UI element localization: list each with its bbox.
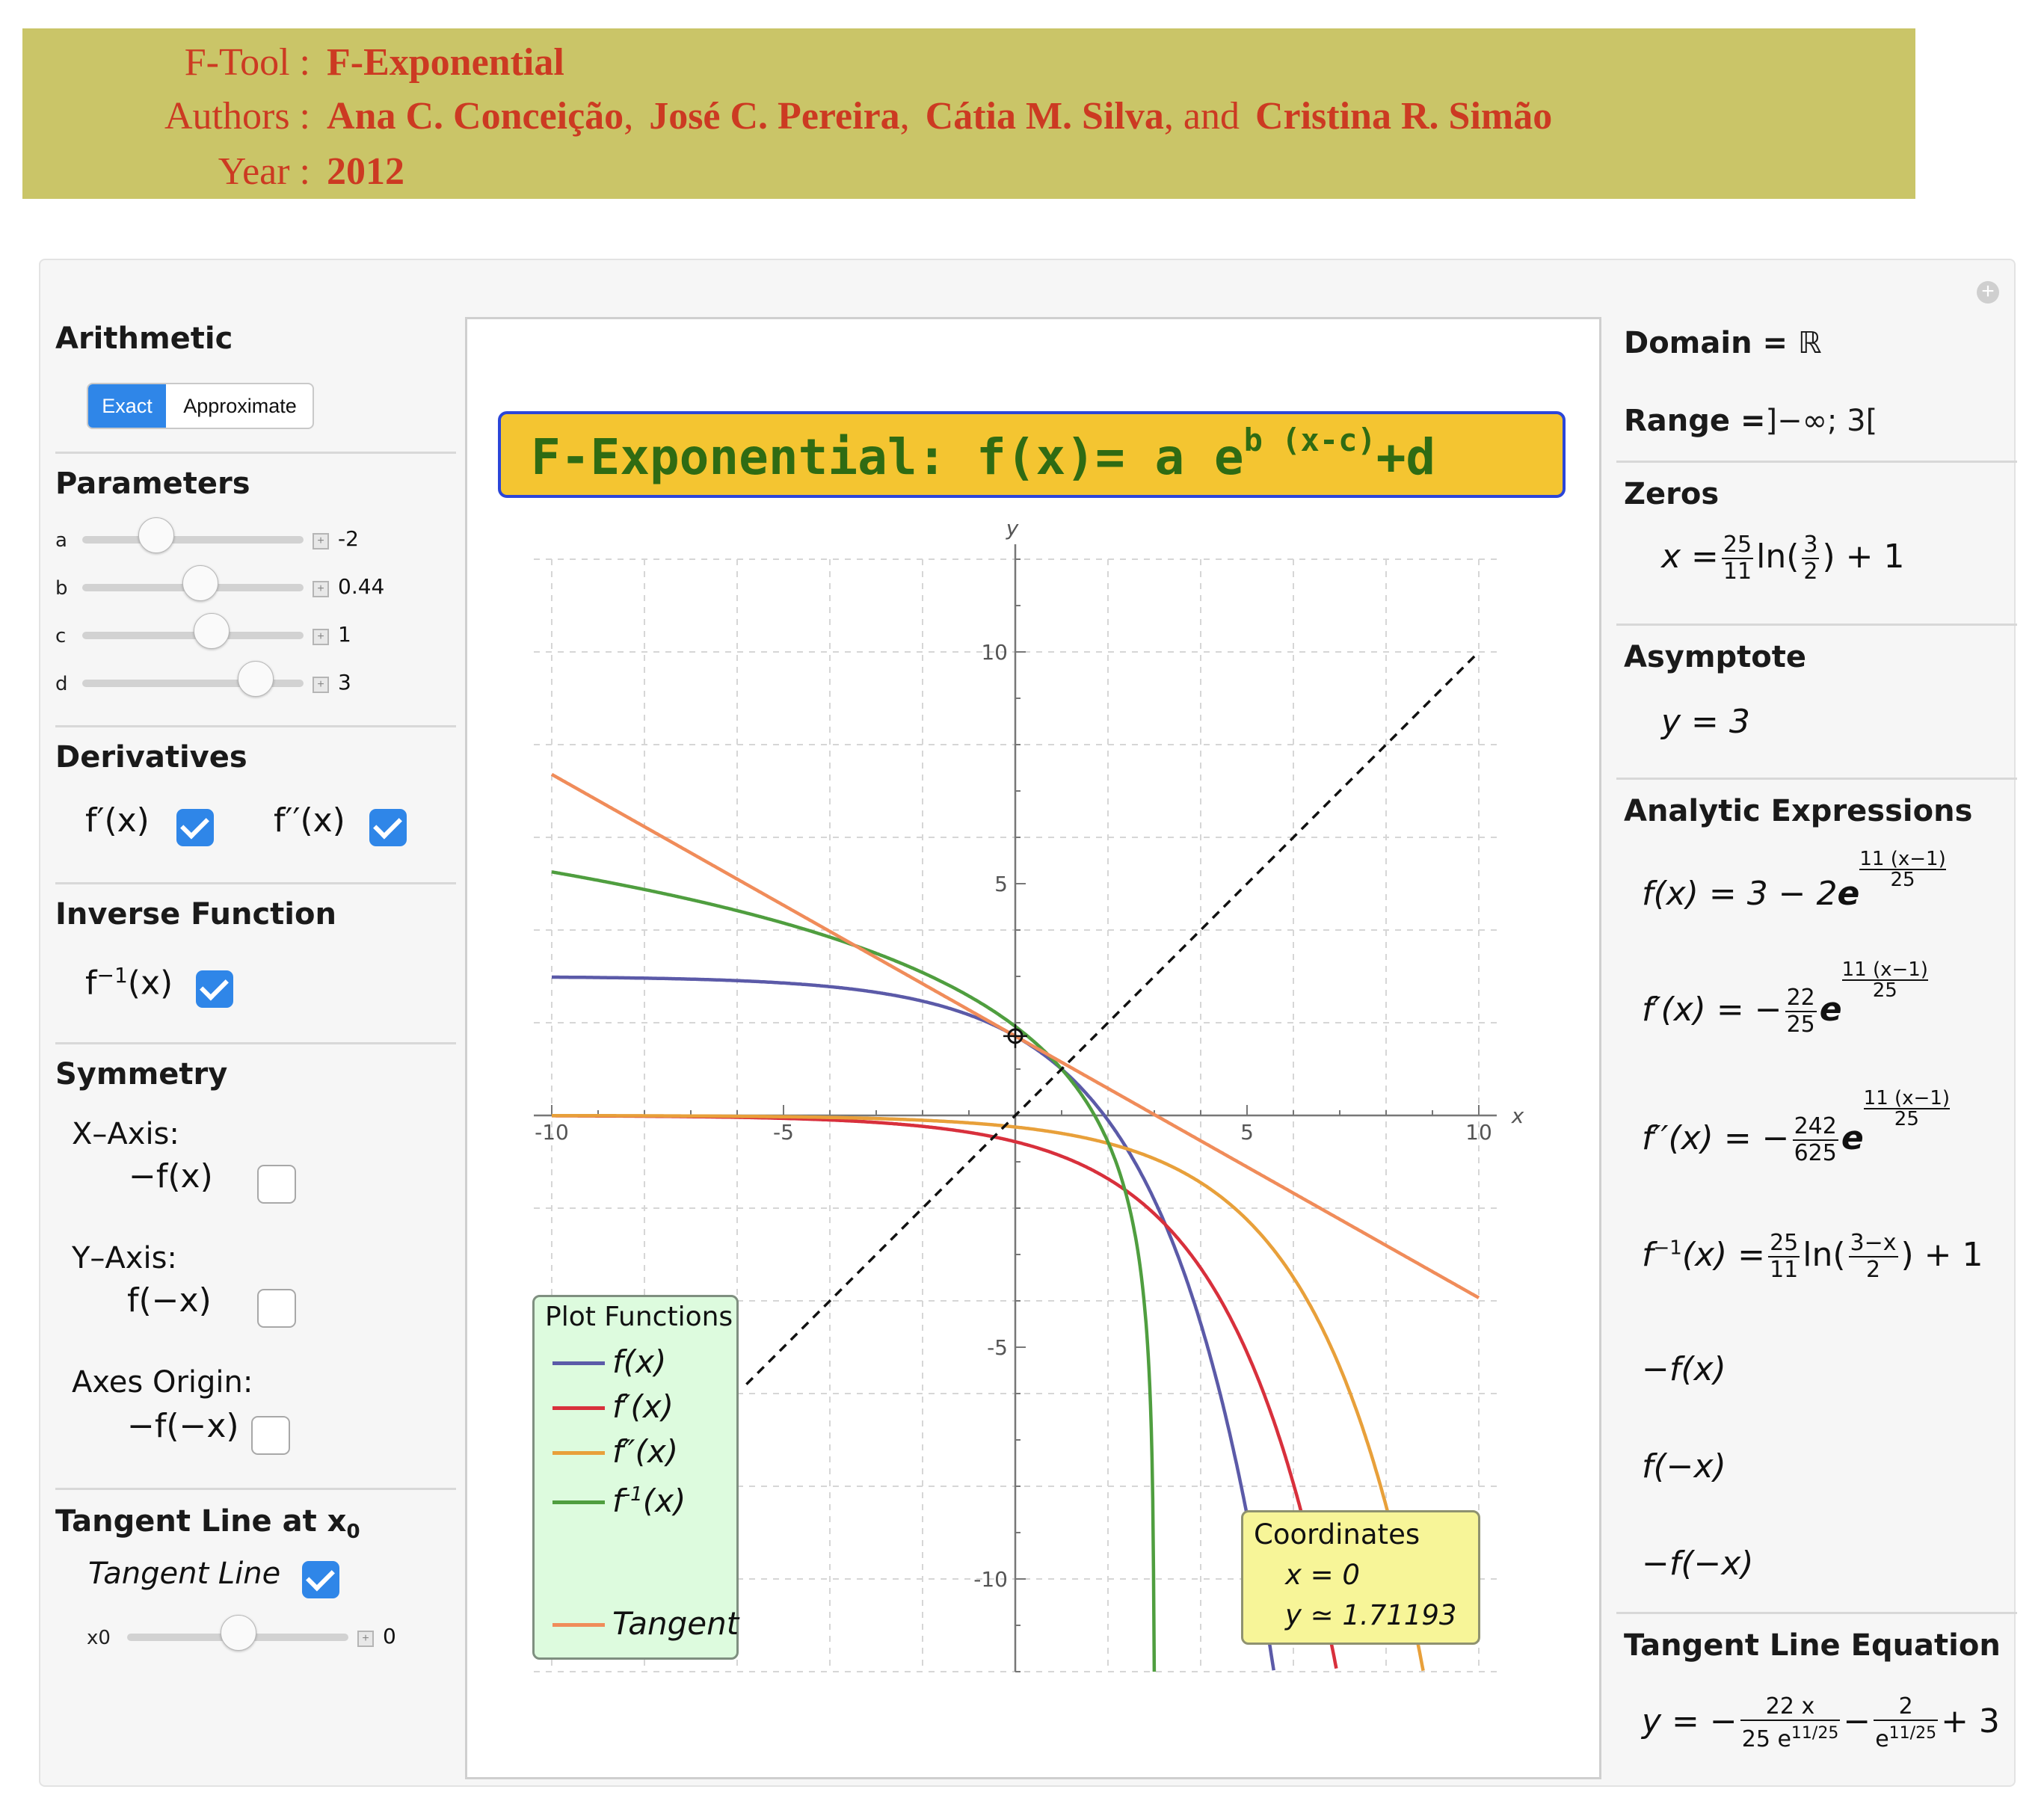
param-b-value: 0.44 [338,574,385,599]
legend-title: Plot Functions [545,1302,733,1332]
origin-checkbox[interactable] [251,1416,290,1455]
check-icon [306,1563,335,1592]
authors-label: Authors : [164,95,310,138]
coordinates-tooltip [1241,1510,1480,1645]
origin-label: Axes Origin: [72,1365,253,1400]
finv-expression: $f^{-1}(x)$ = $\frac{25}{11}$ ln( $\frac{3-x}{2}$ ) + 1 [1642,1230,1983,1283]
legend-swatch [552,1406,605,1410]
check-icon [180,810,209,840]
second-derivative-label: f′′(x) [274,801,345,840]
first-derivative-checkbox[interactable] [176,809,214,846]
param-c-label: c [55,625,67,647]
origin-expr: −f(−x) [127,1407,239,1445]
divider [1616,461,2017,463]
x0-value: 0 [383,1624,396,1648]
param-a-slider[interactable] [82,536,304,544]
param-d-value: 3 [338,670,351,695]
tangent-line-label: Tangent Line [88,1557,281,1591]
inverse-checkbox[interactable] [196,970,233,1008]
y-axis-label: Y–Axis: [72,1241,177,1275]
inverse-title: Inverse Function [55,897,336,932]
zeros-title: Zeros [1624,477,1720,511]
tool-value: F-Exponential [327,41,564,84]
author-sep-1: , [624,95,634,138]
divider [55,452,456,454]
param-d-slider-thumb[interactable] [238,661,274,697]
coordinates-x: x = 0 [1285,1559,1360,1591]
legend-label: f(x) [612,1343,667,1380]
sym-neg-f-neg-x-expression: −f(−x) [1642,1545,1754,1583]
param-b-label: b [55,577,68,600]
y-axis-checkbox[interactable] [257,1289,296,1328]
x-tick-label: 10 [1465,1120,1492,1145]
y-tick-label: -10 [973,1567,1008,1592]
tangent-title: Tangent Line at $x_0$ [55,1504,360,1543]
x-axis-label: X–Axis: [72,1117,179,1151]
tangent-equation-title: Tangent Line Equation [1624,1628,2001,1663]
x0-label: x0 [87,1627,111,1649]
param-c-slider[interactable] [82,632,304,639]
author-4: Cristina R. Simão [1255,95,1553,138]
zeros-expression: x = $\frac{25}{11}$ ln( $\frac{3}{2}$ ) + 1 [1661,532,1905,585]
arithmetic-title: Arithmetic [55,321,233,356]
coordinates-title: Coordinates [1254,1518,1420,1551]
param-a-expand-icon[interactable]: + [313,533,329,549]
authors-row [22,94,1552,138]
range-row: Range =]−∞; 3[ [1624,404,1878,438]
param-b-slider-thumb[interactable] [182,565,218,601]
tool-row [22,40,564,84]
param-a-value: -2 [338,526,359,551]
author-3: Cátia M. Silva [925,95,1164,138]
year-row [22,150,404,194]
coordinates-y: y ≃ 1.71193 [1285,1599,1457,1631]
x-tick-label: 5 [1240,1120,1254,1145]
symmetry-title: Symmetry [55,1057,228,1092]
legend-swatch [552,1361,605,1365]
y-axis-expr: f(−x) [127,1281,212,1320]
first-derivative-label: f′(x) [85,801,150,840]
check-icon [373,810,402,840]
divider [55,882,456,884]
x-axis-expr: −f(x) [129,1157,213,1195]
y-axis-label: y [1006,516,1019,541]
y-tick-label: -5 [987,1335,1008,1360]
author-sep-3: , and [1163,95,1240,138]
sym-f-neg-x-expression: f(−x) [1642,1447,1726,1486]
plot-legend [532,1295,739,1660]
x-axis-checkbox[interactable] [257,1165,296,1204]
y-tick-label: 5 [994,872,1008,896]
f-expression: f(x) = 3 − 2e $\frac{11 (x-1)}{25}$ [1642,848,1946,913]
param-c-value: 1 [338,622,351,647]
legend-label: f″(x) [612,1433,679,1470]
asymptote-title: Asymptote [1624,640,1807,674]
check-icon [200,972,229,1001]
param-a-label: a [55,529,67,552]
param-d-label: d [55,673,68,695]
sym-neg-f-expression: −f(x) [1642,1350,1726,1388]
x-tick-label: -5 [773,1120,794,1145]
arithmetic-toggle [87,383,314,429]
legend-label: f′(x) [612,1388,674,1425]
legend-swatch [552,1500,605,1504]
panel-options-button[interactable]: + [1977,281,1999,304]
x0-expand-icon[interactable]: + [357,1631,374,1647]
divider [55,1042,456,1044]
domain-row: Domain = ℝ [1624,326,1822,360]
divider [55,1488,456,1490]
analytic-title: Analytic Expressions [1624,794,1973,828]
x0-slider-thumb[interactable] [221,1615,256,1651]
plot-title-box [498,411,1566,498]
y-tick-label: 10 [981,640,1008,665]
year-label: Year : [218,150,310,193]
param-a-slider-thumb[interactable] [138,517,174,553]
plot-title: F-Exponential: f(x)= a $e^{b (x-c)}+d$ [531,422,1436,486]
x-axis-label: x [1511,1103,1524,1128]
divider [1616,624,2017,626]
asymptote-expression: y = 3 [1661,703,1750,741]
identity-line [746,652,1479,1385]
legend-label: Tangent [612,1605,739,1642]
divider [1616,1612,2017,1614]
legend-label: $f^{-1}(x)$ [612,1483,686,1519]
param-d-expand-icon[interactable]: + [313,677,329,693]
header-banner [22,28,1915,199]
x-tick-label: -10 [535,1120,569,1145]
second-derivative-checkbox[interactable] [369,809,407,846]
legend-swatch [552,1451,605,1455]
exact-button[interactable]: Exact [88,384,166,428]
derivatives-title: Derivatives [55,740,247,775]
parameters-title: Parameters [55,467,250,501]
param-c-slider-thumb[interactable] [194,613,230,649]
author-sep-2: , [899,95,910,138]
author-1: Ana C. Conceição [327,95,624,138]
divider [1616,778,2017,780]
tangent-line-checkbox[interactable] [302,1561,339,1598]
param-b-expand-icon[interactable]: + [313,581,329,597]
year-value: 2012 [327,150,404,193]
param-c-expand-icon[interactable]: + [313,629,329,645]
tool-label: F-Tool : [184,41,310,84]
f2-expression: f′′(x) = − $\frac{242}{625}$ e $\frac{11 (x-1)}{25}$ [1642,1087,1951,1166]
author-2: José C. Pereira [649,95,900,138]
tangent-equation: y = − $\frac{22 x}{25 e^{11/25}}$ − $\frac{2}{e^{11/25}}$ + 3 [1642,1693,2000,1752]
approximate-button[interactable]: Approximate [183,395,297,417]
divider [55,725,456,727]
legend-swatch [552,1623,605,1627]
inverse-label: $f^{-1}(x)$ [85,963,173,1003]
f1-expression: f′(x) = − $\frac{22}{25}$ e $\frac{11 (x-1)}{25}$ [1642,958,1928,1038]
